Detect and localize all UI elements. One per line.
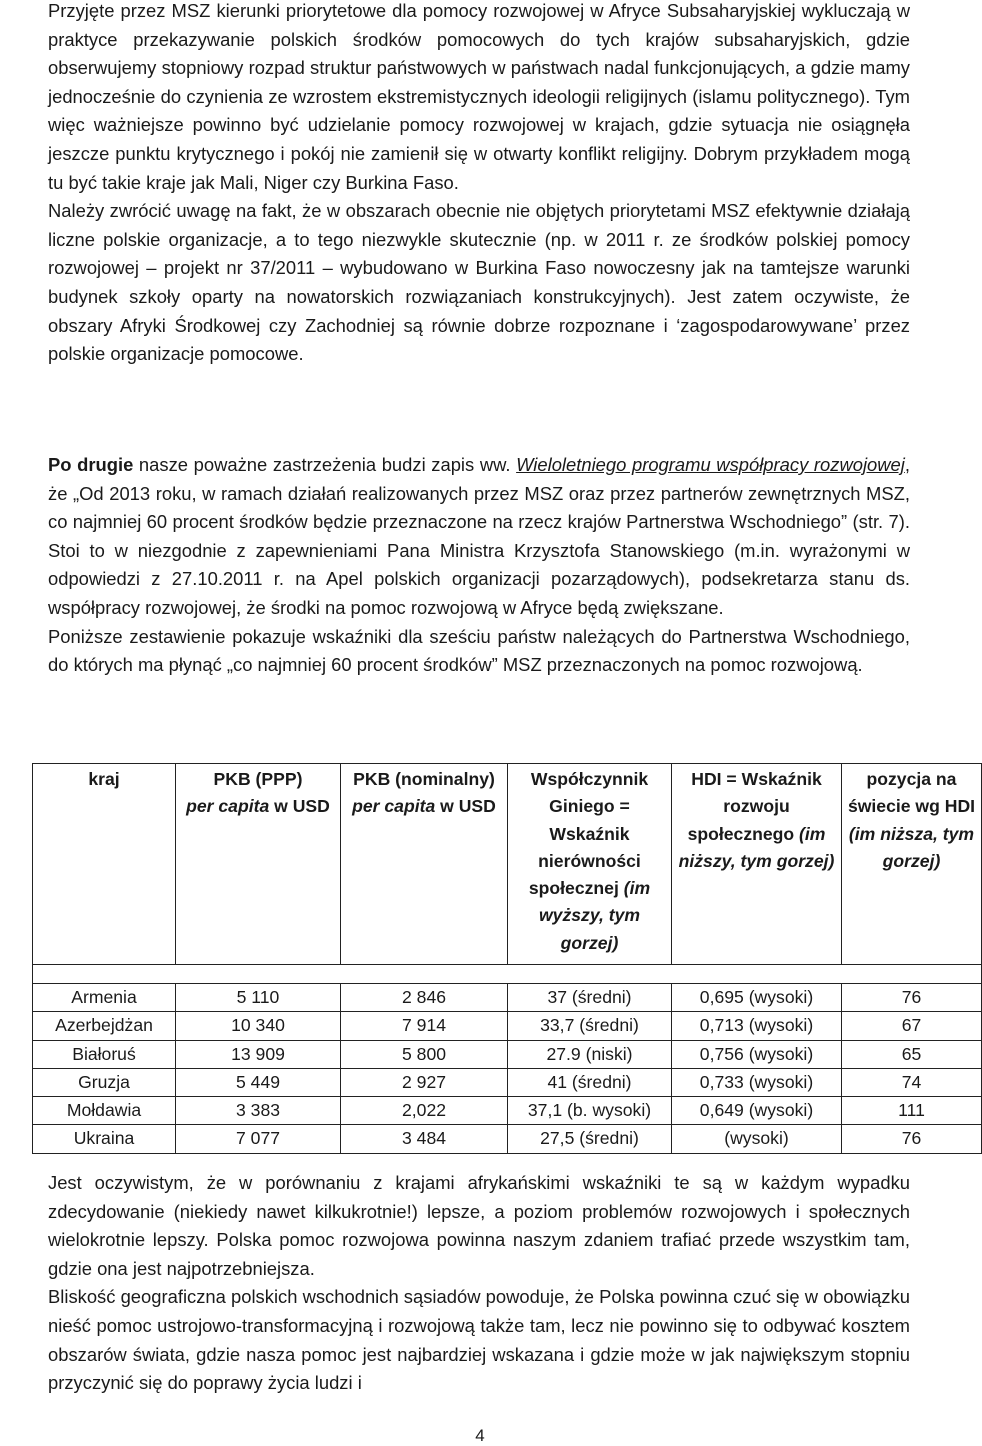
cell-nominal: 5 800 bbox=[341, 1040, 508, 1068]
cell-hdi: 0,756 (wysoki) bbox=[672, 1040, 842, 1068]
header-hdi-rank: pozycja na świecie wg HDI (im niższa, tym gorzej) bbox=[842, 764, 982, 965]
cell-hdi: 0,713 (wysoki) bbox=[672, 1012, 842, 1040]
cell-hdi: 0,695 (wysoki) bbox=[672, 984, 842, 1012]
lead-text: nasze poważne zastrzeżenia budzi zapis ww. bbox=[133, 454, 517, 475]
table-row bbox=[33, 984, 982, 1012]
header-gini: Współczynnik Giniego = Wskaźnik nierówności społecznej (im wyższy, tym gorzej) bbox=[508, 764, 672, 965]
paragraph-polish-organizations: Należy zwrócić uwagę na fakt, że w obszarach obecnie nie objętych priorytetami MSZ efektywnie działają liczne polskie organizacje, a to tego niezwykle skutecznie (np. w 2011 r. ze środków polskiej pomocy rozwojowej – projekt nr 37/2011 – wybudowano w Burkina Faso nowoczesny jak na tamtejsze warunki budynek szkoły oparty na nowatorskich rozwiązaniach konstrukcyjnych). Jest zatem oczywiste, że obszary Afryki Środkowej czy Zachodniej są równie dobrze rozpoznane i ‘zagospodarowywane’ przez polskie organizacje pomocowe. bbox=[48, 200, 910, 365]
cell-rank: 74 bbox=[842, 1068, 982, 1096]
table-row bbox=[33, 1040, 982, 1068]
cell-gini: 41 (średni) bbox=[508, 1068, 672, 1096]
table-row bbox=[33, 1125, 982, 1153]
indicators-table bbox=[32, 763, 982, 1154]
header-gdp-ppp: PKB (PPP) per capita w USD bbox=[176, 764, 341, 965]
cell-country: Azerbejdżan bbox=[33, 1012, 176, 1040]
paragraph-second-objection bbox=[48, 451, 910, 623]
cell-rank: 76 bbox=[842, 1125, 982, 1153]
cell-nominal: 7 914 bbox=[341, 1012, 508, 1040]
program-title: Wieloletniego programu współpracy rozwojowej bbox=[516, 454, 905, 475]
cell-hdi: (wysoki) bbox=[672, 1125, 842, 1153]
cell-gini: 33,7 (średni) bbox=[508, 1012, 672, 1040]
cell-rank: 67 bbox=[842, 1012, 982, 1040]
cell-ppp: 10 340 bbox=[176, 1012, 341, 1040]
header-country: kraj bbox=[33, 764, 176, 965]
cell-country: Białoruś bbox=[33, 1040, 176, 1068]
cell-ppp: 5 449 bbox=[176, 1068, 341, 1096]
cell-rank: 111 bbox=[842, 1097, 982, 1125]
header-hdi: HDI = Wskaźnik rozwoju społecznego (im niższy, tym gorzej) bbox=[672, 764, 842, 965]
cell-rank: 76 bbox=[842, 984, 982, 1012]
cell-hdi: 0,649 (wysoki) bbox=[672, 1097, 842, 1125]
cell-country: Armenia bbox=[33, 984, 176, 1012]
cell-country: Ukraina bbox=[33, 1125, 176, 1153]
cell-gini: 37,1 (b. wysoki) bbox=[508, 1097, 672, 1125]
table-row bbox=[33, 1097, 982, 1125]
cell-nominal: 2,022 bbox=[341, 1097, 508, 1125]
page-number: 4 bbox=[475, 1426, 485, 1445]
cell-ppp: 5 110 bbox=[176, 984, 341, 1012]
paragraph-africa-priorities: Przyjęte przez MSZ kierunki priorytetowe dla pomocy rozwojowej w Afryce Subsaharyjskiej wykluczają w praktyce przekazywanie polskich środków pomocowych do tych krajów subsaharyjskich, gdzie obserwujemy stopniowy rozpad struktur państwowych w państwach nadal funkcjonujących, a gdzie mamy jednocześnie do czynienia ze wzrostem ekstremistycznych ideologii religijnych (islamu politycznego). Tym więc ważniejsze powinno być udzielanie pomocy rozwojowej w krajach, gdzie sytuacja nie osiągnęła jeszcze punktu krytycznego i pokój nie zamienił się w otwarty konflikt religijny. Dobrym przykładem mogą tu być takie kraje jak Mali, Niger czy Burkina Faso. bbox=[48, 0, 910, 193]
header-gdp-nominal: PKB (nominalny) per capita w USD bbox=[341, 764, 508, 965]
table-row bbox=[33, 1068, 982, 1096]
cell-country: Mołdawia bbox=[33, 1097, 176, 1125]
objection-rest: , że „Od 2013 roku, w ramach działań realizowanych przez MSZ oraz przez partnerów zewnętrznych MSZ, co najmniej 60 procent środków będzie przeznaczone na rzecz krajów Partnerstwa Wschodniego” (str. 7). Stoi to w niezgodnie z zapewnieniami Pana Ministra Krzysztofa Stanowskiego (m.in. wyrażonymi w odpowiedzi z 27.10.2011 r. na Apel polskich organizacji pozarządowych), podsekretarza stanu ds. współpracy rozwojowej, że środki na pomoc rozwojową w Afryce będą zwiększane. bbox=[48, 454, 910, 618]
cell-gini: 27,5 (średni) bbox=[508, 1125, 672, 1153]
cell-rank: 65 bbox=[842, 1040, 982, 1068]
table-row bbox=[33, 1012, 982, 1040]
section-africa-priorities bbox=[48, 0, 910, 369]
cell-nominal: 3 484 bbox=[341, 1125, 508, 1153]
paragraph-comparison: Jest oczywistym, że w porównaniu z krajami afrykańskimi wskaźniki te są w każdym wypadku zdecydowanie (niekiedy nawet kilkukrotnie!) lepsze, a poziom problemów rozwojowych i społecznych wielokrotnie lepszy. Polska pomoc rozwojowa powinna naszym zdaniem trafiać przede wszystkim tam, gdzie ona jest najpotrzebniejsza. bbox=[48, 1172, 910, 1279]
cell-ppp: 3 383 bbox=[176, 1097, 341, 1125]
cell-gini: 27.9 (niski) bbox=[508, 1040, 672, 1068]
paragraph-table-intro: Poniższe zestawienie pokazuje wskaźniki dla sześciu państw należących do Partnerstwa Wschodniego, do których ma płynąć „co najmniej 60 procent środków” MSZ przeznaczonych na pomoc rozwojową. bbox=[48, 625, 910, 676]
cell-gini: 37 (średni) bbox=[508, 984, 672, 1012]
cell-nominal: 2 846 bbox=[341, 984, 508, 1012]
cell-country: Gruzja bbox=[33, 1068, 176, 1096]
cell-nominal: 2 927 bbox=[341, 1068, 508, 1096]
cell-ppp: 7 077 bbox=[176, 1125, 341, 1153]
section-second-objection bbox=[48, 451, 910, 680]
cell-hdi: 0,733 (wysoki) bbox=[672, 1068, 842, 1096]
section-conclusion bbox=[48, 1169, 910, 1398]
paragraph-proximity: Bliskość geograficzna polskich wschodnich sąsiadów powoduje, że Polska powinna czuć się w obowiązku nieść pomoc ustrojowo-transformacyjną i rozwojową także tam, lecz nie powinno się to odbywać kosztem obszarów świata, gdzie nasza pomoc jest najbardziej wskazana i gdzie może w jak największym stopniu przyczynić się do poprawy życia ludzi i bbox=[48, 1286, 910, 1394]
lead-bold: Po drugie bbox=[48, 454, 134, 475]
cell-ppp: 13 909 bbox=[176, 1040, 341, 1068]
